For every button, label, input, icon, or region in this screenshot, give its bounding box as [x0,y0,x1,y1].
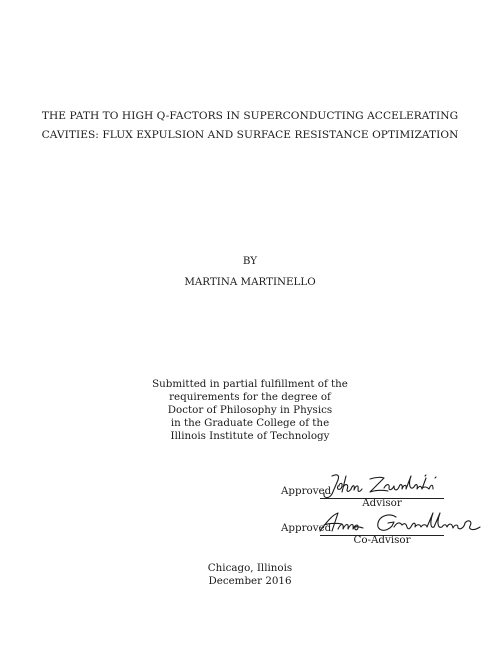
statement-line-3: Doctor of Philosophy in Physics [167,404,333,416]
statement-line-2: requirements for the degree of [169,391,331,403]
author-name: MARTINA MARTINELLO [184,276,316,288]
approved-label: Approved [281,522,332,534]
date: December 2016 [208,575,292,587]
by-label: BY [242,255,258,267]
statement-line-5: Illinois Institute of Technology [170,430,330,442]
co-advisor-approval [0,509,500,549]
statement-line-1: Submitted in partial fulfillment of the [152,378,348,390]
advisor-approval [0,472,500,512]
statement-line-4: in the Graduate College of the [170,417,330,429]
co-advisor-role: Co-Advisor [353,534,411,546]
place: Chicago, Illinois [207,562,293,574]
approved-label: Approved [281,485,332,497]
advisor-role: Advisor [362,497,402,509]
thesis-title-line-2: CAVITIES: FLUX EXPULSION AND SURFACE RESISTANCE OPTIMIZATION [41,129,459,141]
thesis-title-line-1: THE PATH TO HIGH Q-FACTORS IN SUPERCONDUCTING ACCELERATING [41,110,459,122]
